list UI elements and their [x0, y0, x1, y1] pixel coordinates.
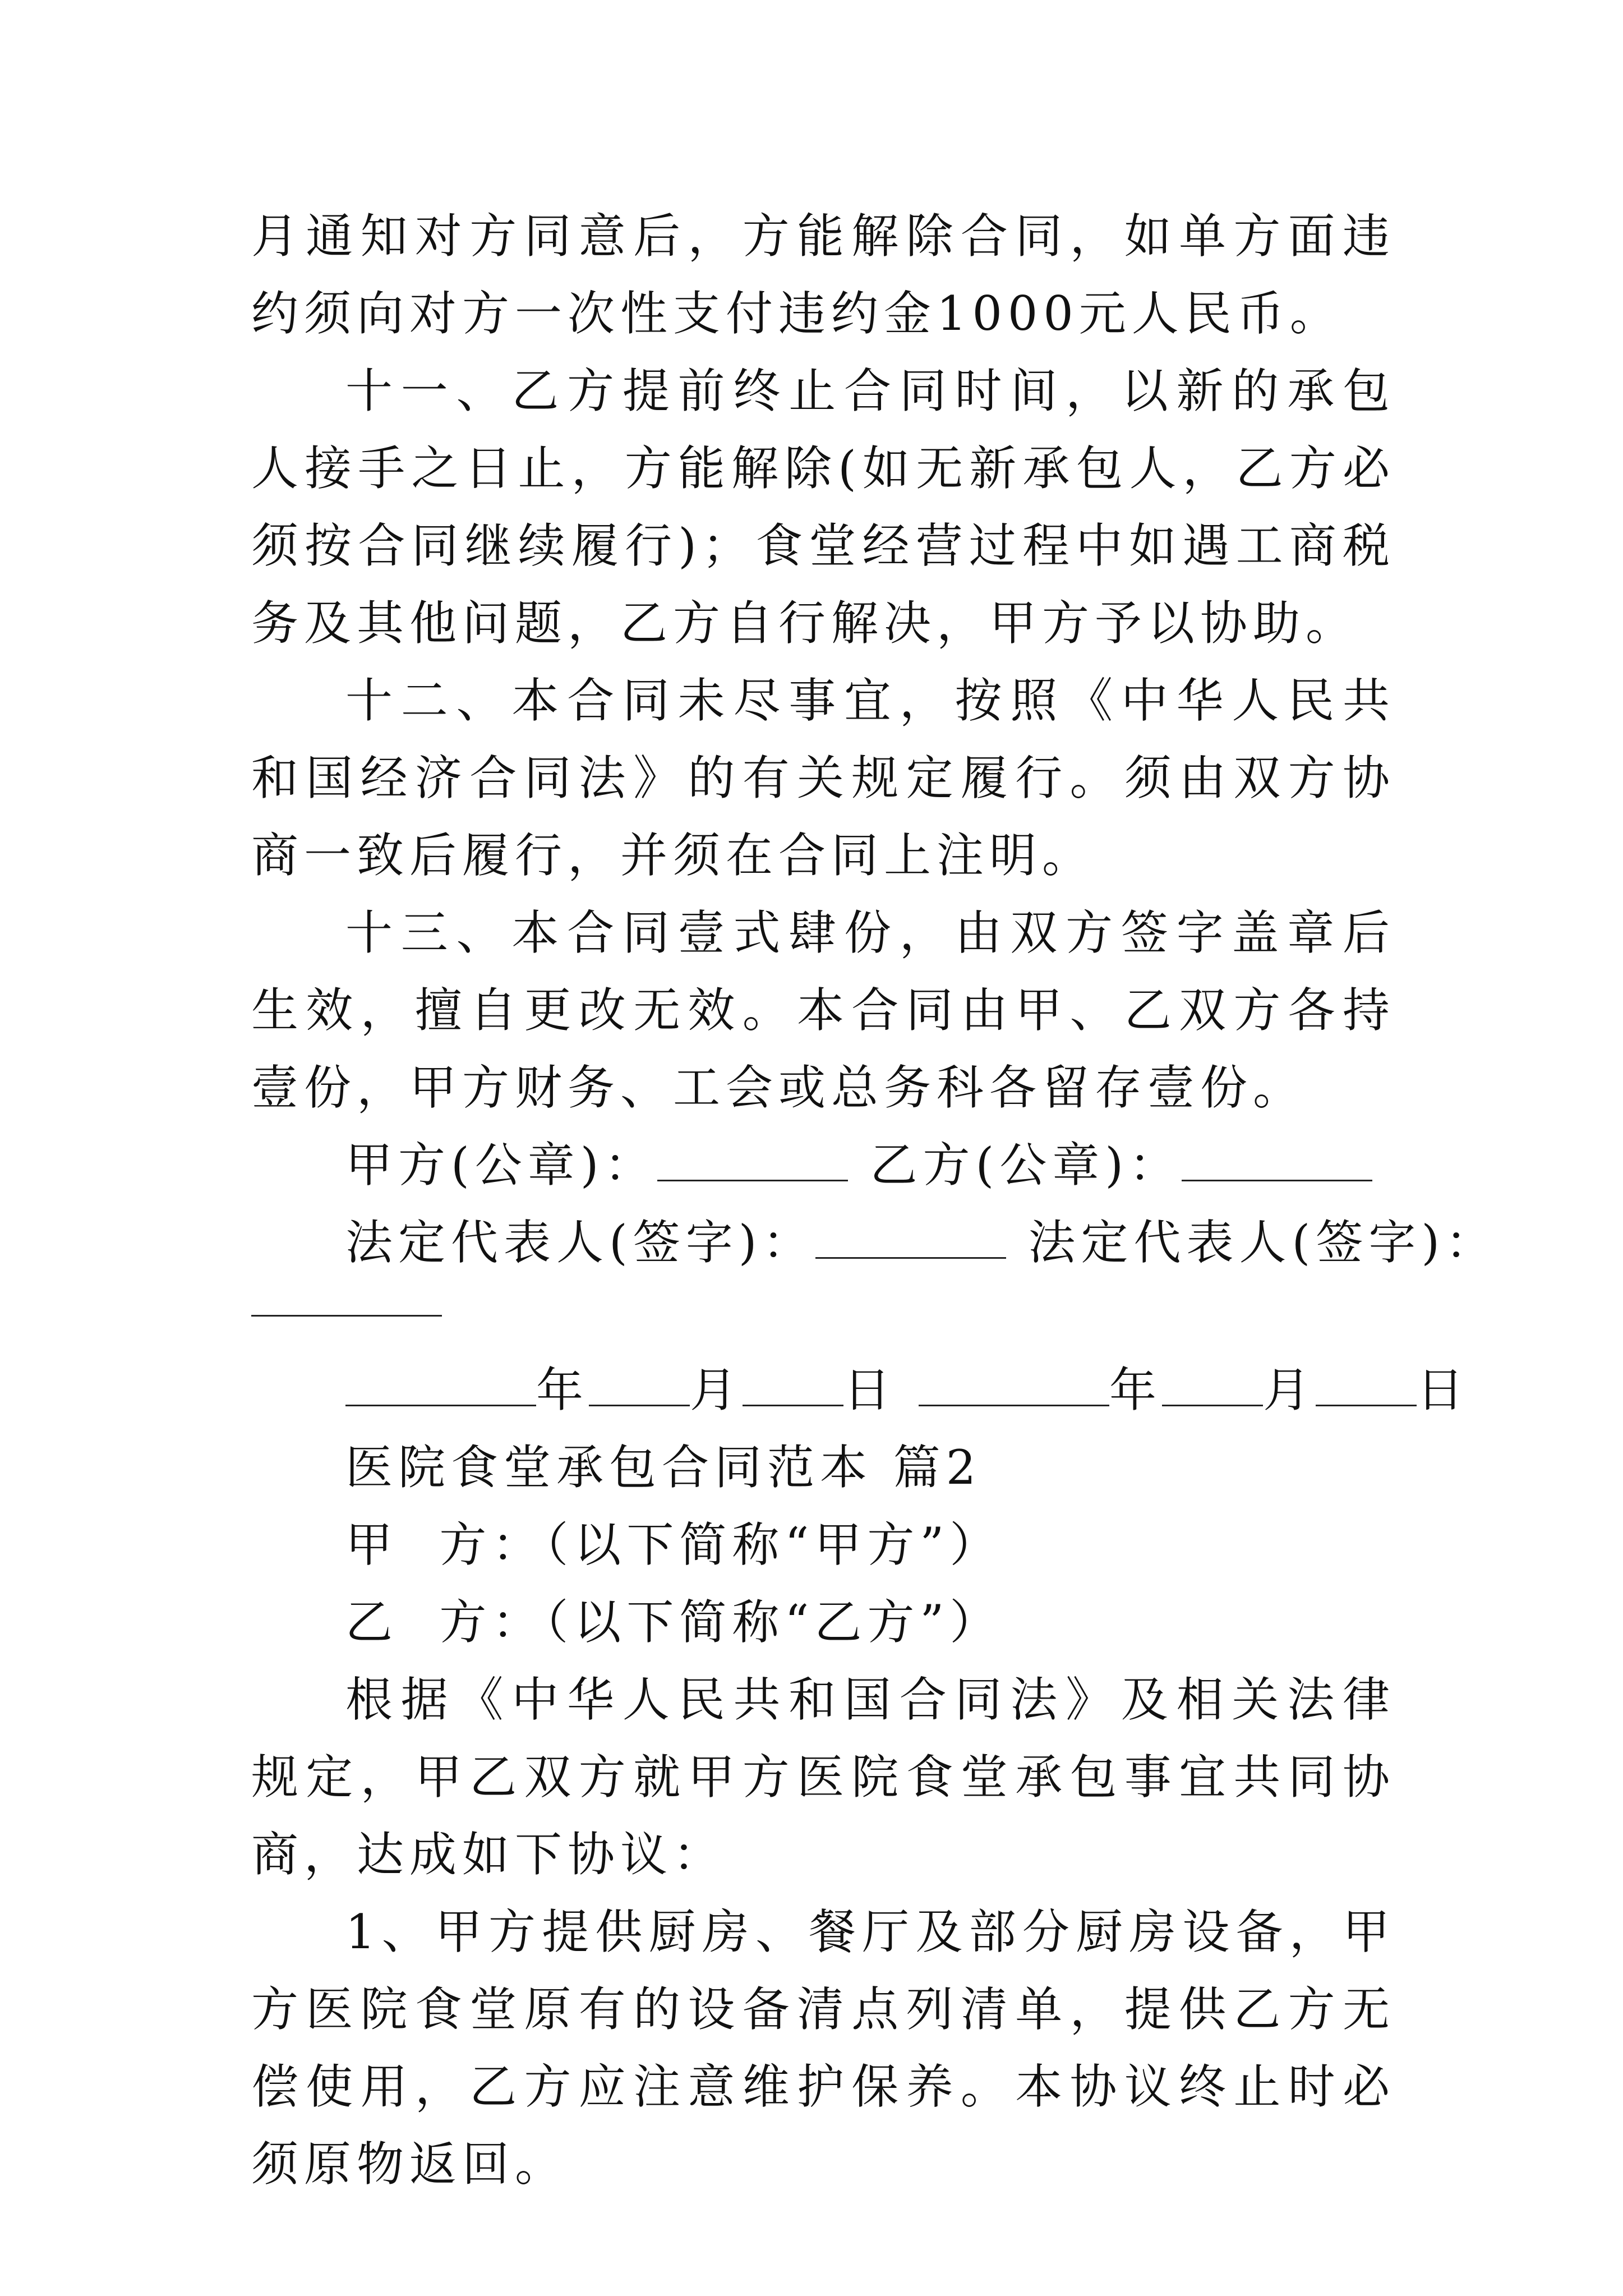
party-a-rep-label: 法定代表人(签字)：: [345, 1215, 815, 1270]
date-b-month-blank: [1162, 1364, 1263, 1406]
date-a-month: 月: [690, 1363, 743, 1418]
date-b-month: 月: [1263, 1363, 1316, 1418]
date-a-day: 日: [843, 1363, 897, 1418]
clause-11: 十一、乙方提前终止合同时间，以新的承包人接手之日止，方能解除(如无新承包人，乙方必须按合同继续履行)；食堂经营过程中如遇工商税务及其他问题，乙方自行解决，甲方予以协助。: [251, 364, 1395, 651]
section-2-party-a: 甲 方：（以下简称“甲方”）: [345, 1517, 1003, 1572]
date-b-day-blank: [1316, 1364, 1417, 1406]
paragraph-continuation: 月通知对方同意后，方能解除合同，如单方面违约须向对方一次性支付违约金1000元人民币。: [251, 209, 1395, 341]
party-b-seal-blank: [1182, 1139, 1372, 1181]
section-2-intro: 根据《中华人民共和国合同法》及相关法律规定，甲乙双方就甲方医院食堂承包事宜共同协商，达成如下协议：: [251, 1672, 1395, 1882]
date-a-day-blank: [743, 1364, 843, 1406]
party-a-rep-blank: [815, 1217, 1006, 1259]
date-b-year: 年: [1109, 1363, 1163, 1418]
party-b-seal-label: 乙方(公章)：: [870, 1138, 1182, 1193]
seal-line: [251, 1126, 1395, 1204]
date-b-day: 日: [1417, 1363, 1470, 1418]
party-a-seal-label: 甲方(公章)：: [345, 1138, 657, 1193]
section-2-party-b: 乙 方：（以下简称“乙方”）: [345, 1595, 1003, 1650]
section-2-title: 医院食堂承包合同范本 篇2: [345, 1440, 982, 1495]
date-a-year-blank: [345, 1364, 536, 1406]
party-b-rep-blank: [251, 1281, 442, 1317]
clause-13: 十三、本合同壹式肆份，由双方签字盖章后生效，擅自更改无效。本合同由甲、乙双方各持壹份，甲方财务、工会或总务科各留存壹份。: [251, 905, 1395, 1115]
date-a-year: 年: [536, 1363, 589, 1418]
party-b-rep-label: 法定代表人(签字)：: [1028, 1215, 1498, 1270]
date-b-year-blank: [919, 1364, 1109, 1406]
date-line: [251, 1351, 1470, 1429]
party-a-seal-blank: [657, 1139, 848, 1181]
document-body: [251, 197, 1498, 2203]
representative-line: [251, 1204, 1498, 1281]
date-a-month-blank: [589, 1364, 690, 1406]
section-2-clause-1: 1、甲方提供厨房、餐厅及部分厨房设备，甲方医院食堂原有的设备清点列清单，提供乙方无偿使用，乙方应注意维护保养。本协议终止时必须原物返回。: [251, 1904, 1395, 2192]
clause-12: 十二、本合同未尽事宜，按照《中华人民共和国经济合同法》的有关规定履行。须由双方协商一致后履行，并须在合同上注明。: [251, 673, 1395, 883]
